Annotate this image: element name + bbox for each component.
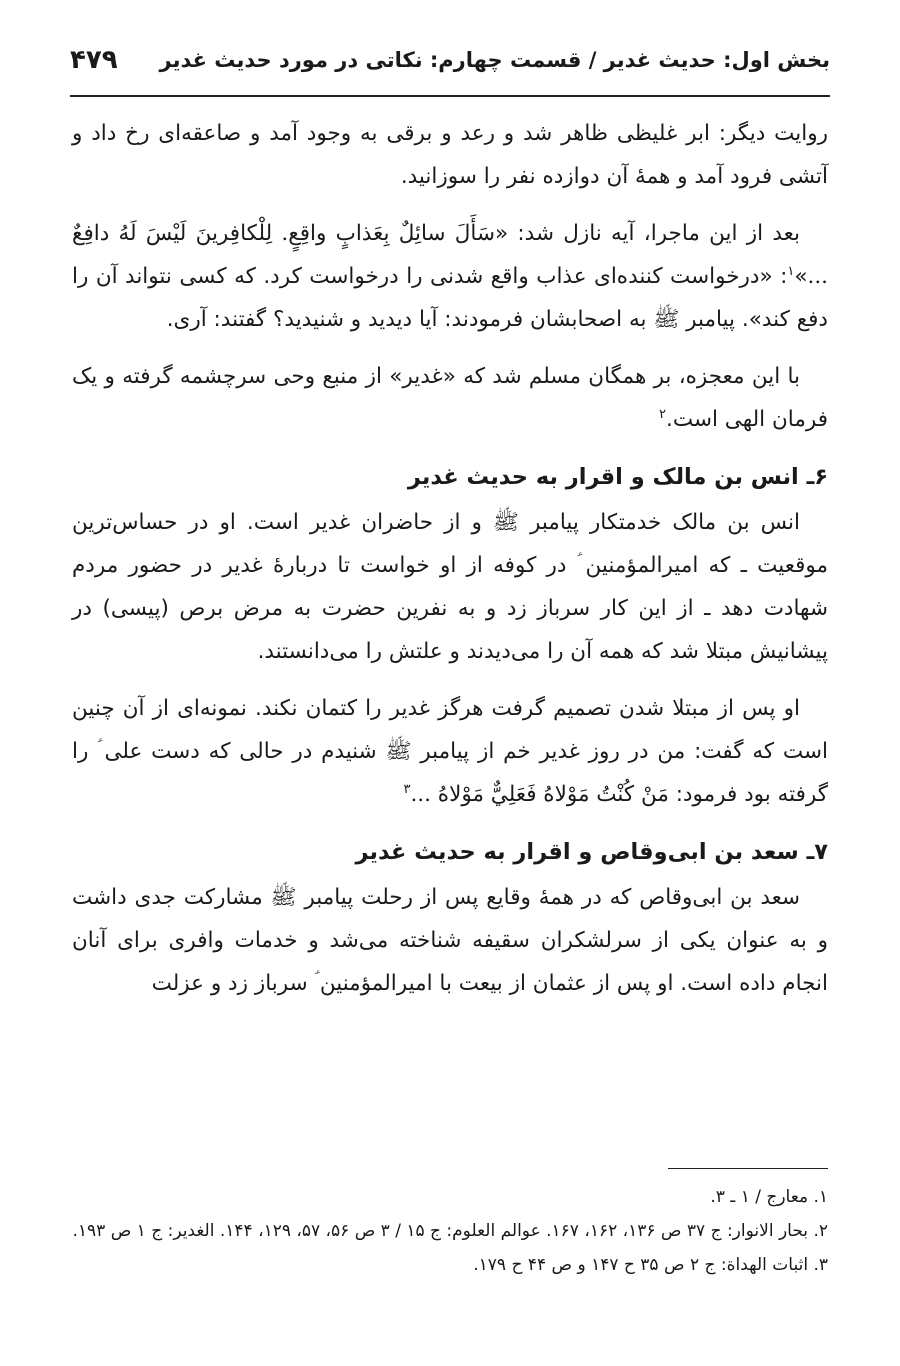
paragraph-verse-revelation [72,212,828,341]
footnote-1: ۱. معارج / ۱ ـ ۳. [710,1187,828,1207]
footnotes [72,1180,828,1282]
paragraph-text: سعد بن ابی‌وقاص که در همهٔ وقایع پس از رحلت پیامبر ﷺ مشارکت جدی داشت و به عنوان یکی از سرلشکران سقیفه شناخته می‌شد و خدمات وافری برای آنان انجام داده است. او پس از عثمان از بیعت با امیرالمؤمنین ؑ سرباز زد و عزلت [72,885,828,996]
paragraph-saad [72,876,828,1005]
running-header-title: بخش اول: حدیث غدیر / قسمت چهارم: نکاتی در مورد حدیث غدیر [159,48,830,72]
quran-verse: سَأَلَ سائِلٌ بِعَذابٍ واقِعٍ. لِلْكافِرينَ لَيْسَ لَهُ دافِعٌ ... [72,221,828,289]
footnote-2: ۲. بحار الانوار: ج ۳۷ ص ۱۳۶، ۱۶۲، ۱۶۷. عوالم العلوم: ج ۱۵ / ۳ ص ۵۶، ۵۷، ۱۲۹، ۱۴۴. الغدیر: ج ۱ ص ۱۹۳. [72,1221,828,1241]
footnote-3: ۳. اثبات الهداة: ج ۲ ص ۳۵ ح ۱۴۷ و ص ۴۴ ح ۱۷۹. [473,1255,828,1275]
paragraph-miracle [72,355,828,441]
footnote-divider [668,1168,828,1169]
paragraph-text: انس بن مالک خدمتکار پیامبر ﷺ و از حاضران غدیر است. او در حساس‌ترین موقعیت ـ که امیرالمؤمنین ؑ در کوفه از او خواست تا دربارهٔ غدیر در حضور مردم شهادت دهد ـ از این کار سرباز زد و به نفرین حضرت به مرض برص (پیسی) در پیشانیش مبتلا شد که همه آن را می‌دیدند و علتش را می‌دانستند. [72,510,828,664]
paragraph-lightning [72,112,828,198]
paragraph-text: » [794,264,808,289]
page-body [72,112,828,1019]
section-heading-anas: ۶ـ انس بن مالک و اقرار به حدیث غدیر [407,464,828,490]
footnote-marker[interactable]: ۲ [659,406,667,422]
footnote-marker[interactable]: ۱ [787,263,795,279]
paragraph-text: او پس از مبتلا شدن تصمیم گرفت هرگز غدیر را کتمان نکند. نمونه‌ای از آن چنین است که گفت: من در روز غدیر خم از پیامبر ﷺ شنیدم در حالی که دست علی ؑ را گرفته بود فرمود: [72,696,828,807]
section-heading-saad: ۷ـ سعد بن ابی‌وقاص و اقرار به حدیث غدیر [355,839,828,865]
page-number: ۴۷۹ [70,45,118,75]
footnote-marker[interactable]: ۳ [403,781,411,797]
paragraph-text: : «درخواست کننده‌ای عذاب واقع شدنی را درخواست کرد. که کسی نتواند آن را دفع کند». پیامبر ﷺ به اصحابشان فرمودند: آیا دیدید و شنیدید؟ گفتند: آری. [72,264,828,332]
paragraph-text: بعد از این ماجرا، آیه نازل شد: « [495,221,800,246]
hadith-quote: مَنْ كُنْتُ مَوْلاهُ فَعَلِيٌّ مَوْلاهُ ... [410,782,669,807]
paragraph-text: با این معجزه، بر همگان مسلم شد که «غدیر» از منبع وحی سرچشمه گرفته و یک فرمان الهی است. [72,364,828,432]
paragraph-anas-testimony [72,687,828,816]
paragraph-text: روایت دیگر: ابر غلیظی ظاهر شد و رعد و برقی به وجود آمد و صاعقه‌ای رخ داد و آتشی فرود آمد و همهٔ آن دوازده نفر را سوزانید. [72,121,828,189]
paragraph-anas [72,501,828,673]
header-divider [70,95,830,97]
running-header [70,30,830,90]
